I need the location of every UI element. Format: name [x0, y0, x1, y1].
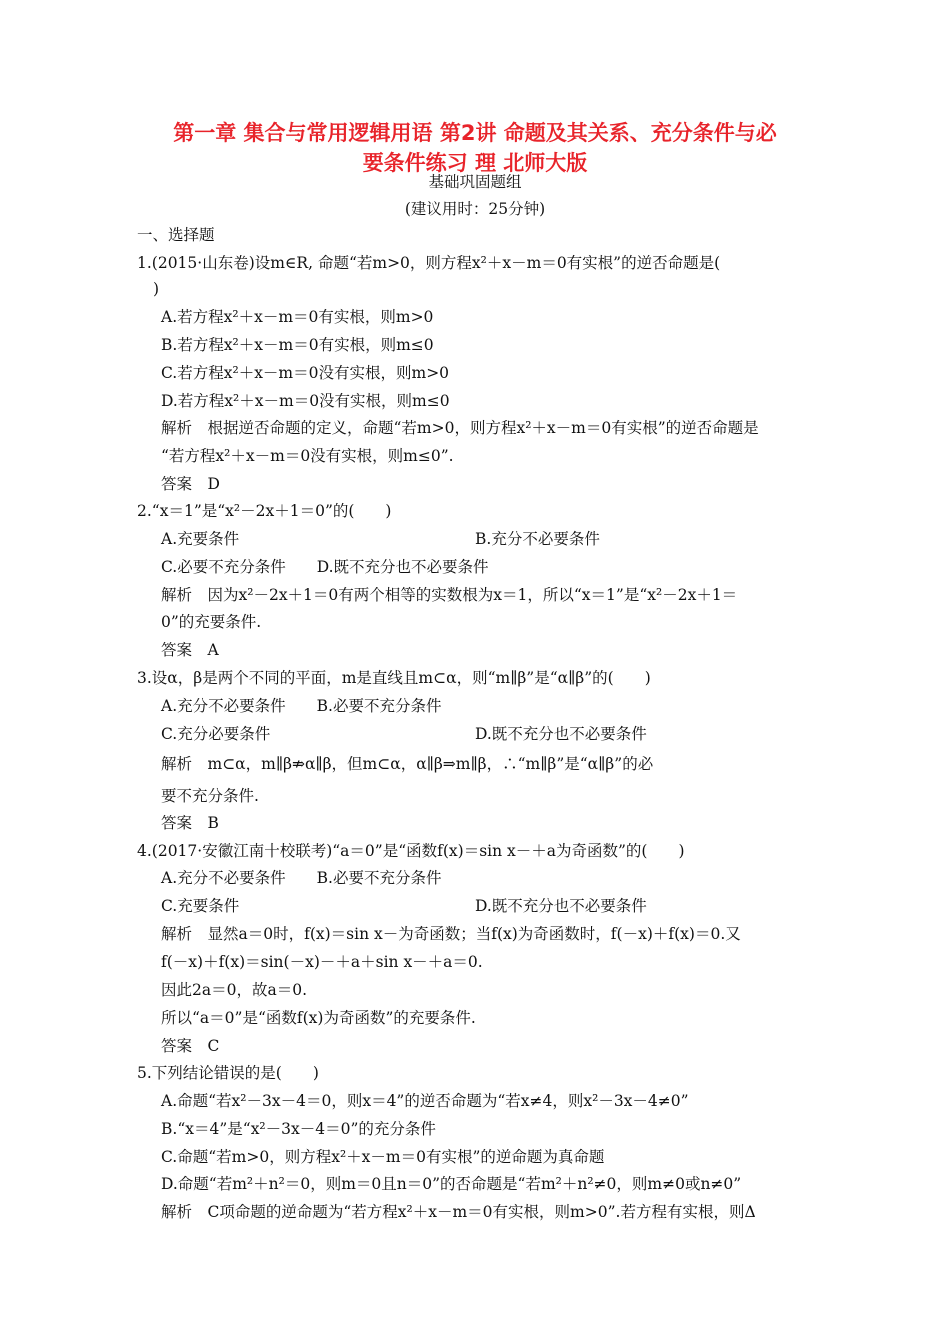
question-5-option-c: C.命题“若m>0，则方程x²＋x－m＝0有实根”的逆命题为真命题	[161, 1148, 605, 1166]
question-1-option-b: B.若方程x²＋x－m＝0有实根，则m≤0	[161, 336, 434, 354]
question-1-stem: 1.(2015·山东卷)设m∈R, 命题“若m>0，则方程x²＋x－m＝0有实根”的逆否命题是(	[137, 254, 721, 272]
question-1-option-c: C.若方程x²＋x－m＝0没有实根，则m>0	[161, 364, 450, 382]
question-2-analysis: 解析 因为x²－2x＋1＝0有两个相等的实数根为x＝1，所以“x＝1”是“x²－2x＋1＝	[161, 586, 738, 604]
question-4-option-d: D.既不充分也不必要条件	[475, 897, 647, 915]
question-5-stem: 5.下列结论错误的是( )	[137, 1064, 319, 1082]
section-subtitle: 基础巩固题组	[428, 173, 522, 191]
question-2-option-a: A.充要条件	[161, 530, 240, 548]
question-3-option-c: C.充分必要条件	[161, 725, 271, 743]
question-4-stem: 4.(2017·安徽江南十校联考)“a＝0”是“函数f(x)＝sin x－＋a为奇函数”的( )	[137, 842, 685, 860]
question-1-analysis-cont: “若方程x²＋x－m＝0没有实根，则m≤0”.	[161, 447, 454, 465]
question-4-analysis-cont: f(－x)＋f(x)＝sin(－x)－＋a＋sin x－＋a＝0.	[161, 953, 483, 971]
question-1-analysis: 解析 根据逆否命题的定义，命题“若m>0，则方程x²＋x－m＝0有实根”的逆否命题是	[161, 419, 759, 437]
question-3-options-ab: A.充分不必要条件 B.必要不充分条件	[161, 697, 442, 715]
question-5-option-d: D.命题“若m²＋n²＝0，则m＝0且n＝0”的否命题是“若m²＋n²≠0，则m≠0或n≠0”	[161, 1175, 742, 1193]
question-3-option-d: D.既不充分也不必要条件	[475, 725, 647, 743]
question-2-stem: 2.“x＝1”是“x²－2x＋1＝0”的( )	[137, 502, 392, 520]
question-4-option-c: C.充要条件	[161, 897, 240, 915]
question-5-option-b: B.“x＝4”是“x²－3x－4＝0”的充分条件	[161, 1120, 436, 1138]
question-1-option-d: D.若方程x²＋x－m＝0没有实根，则m≤0	[161, 392, 450, 410]
question-3-analysis-cont: 要不充分条件.	[161, 787, 259, 805]
question-2-analysis-cont: 0”的充要条件.	[161, 613, 262, 631]
question-2-options-cd: C.必要不充分条件 D.既不充分也不必要条件	[161, 558, 489, 576]
question-4-answer: 答案 C	[161, 1037, 220, 1055]
question-4-analysis-cont: 所以“a＝0”是“函数f(x)为奇函数”的充要条件.	[161, 1009, 476, 1027]
section-heading: 一、选择题	[137, 226, 215, 244]
question-4-options-ab: A.充分不必要条件 B.必要不充分条件	[161, 869, 442, 887]
question-4-analysis-cont: 因此2a＝0，故a＝0.	[161, 981, 307, 999]
question-2-option-b: B.充分不必要条件	[475, 530, 600, 548]
title-line-1: 第一章 集合与常用逻辑用语 第2讲 命题及其关系、充分条件与必	[173, 121, 777, 145]
question-3-stem: 3.设α，β是两个不同的平面，m是直线且m⊂α，则“m∥β”是“α∥β”的( )	[137, 669, 651, 687]
question-1-stem-cont: )	[153, 280, 160, 298]
question-3-answer: 答案 B	[161, 814, 219, 832]
question-1-option-a: A.若方程x²＋x－m＝0有实根，则m>0	[161, 308, 434, 326]
question-5-analysis: 解析 C项命题的逆命题为“若方程x²＋x－m＝0有实根，则m>0”.若方程有实根，则Δ	[161, 1203, 756, 1221]
document-title	[120, 118, 830, 178]
suggested-time: (建议用时：25分钟)	[404, 200, 546, 218]
question-1-answer: 答案 D	[161, 475, 220, 493]
question-4-analysis: 解析 显然a＝0时，f(x)＝sin x－为奇函数；当f(x)为奇函数时，f(－x)＋f(x)＝0.又	[161, 925, 741, 943]
question-2-answer: 答案 A	[161, 641, 219, 659]
title-line-2: 要条件练习 理 北师大版	[362, 151, 588, 175]
question-5-option-a: A.命题“若x²－3x－4＝0，则x＝4”的逆否命题为“若x≠4，则x²－3x－4≠0”	[161, 1092, 689, 1110]
question-3-analysis: 解析 m⊂α，m∥β⇏α∥β，但m⊂α，α∥β⇒m∥β，∴“m∥β”是“α∥β”的必	[161, 755, 654, 773]
